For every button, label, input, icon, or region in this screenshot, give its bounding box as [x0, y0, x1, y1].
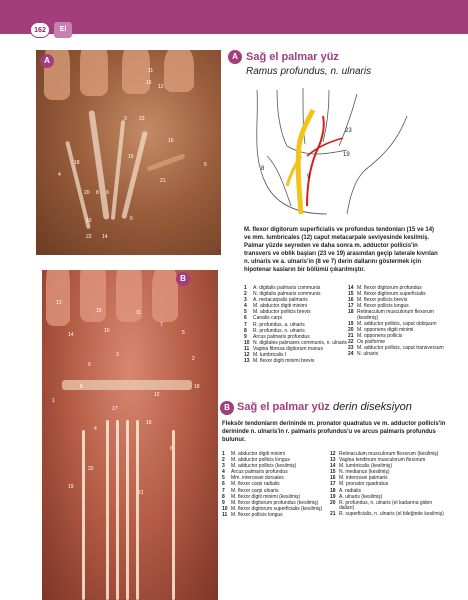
legend-item	[330, 512, 446, 518]
legend-text: M. opponens pollicis	[357, 333, 403, 340]
legend-text: A. radialis	[339, 487, 361, 494]
legend-text: M. opponens digiti minimi	[357, 327, 414, 334]
legend-number: 5	[222, 475, 225, 482]
legend-number: 10	[222, 505, 228, 512]
legend-number: 16	[348, 297, 354, 304]
photo-b-label: 10	[104, 328, 110, 334]
legend-text: Vagina tendinum musculorum flexorum	[339, 457, 426, 464]
photo-b-label: 3	[116, 352, 119, 358]
legend-number: 7	[222, 487, 225, 494]
photo-b-label: 5	[182, 330, 185, 336]
legend-text: M. abductor pollicis brevis	[253, 309, 311, 316]
diagram-label: 23	[345, 128, 352, 134]
legend-text: N. medianus (kesilmiş)	[339, 469, 390, 476]
legend-text: M. flexor carpi ulnaris	[231, 487, 279, 494]
photo-a-label: 9	[106, 190, 109, 196]
legend-text: M. flexor pollicis longus	[357, 303, 409, 310]
legend-text: Os pisiforme	[357, 339, 386, 346]
photo-b-label: 7	[160, 322, 163, 328]
legend-number: 2	[244, 291, 247, 298]
legend-text: M. lumbricalis I	[253, 352, 287, 359]
legend-text: M. flexor digiti minimi brevis	[253, 358, 315, 365]
page-number: 162	[30, 22, 50, 38]
legend-number: 19	[348, 320, 354, 327]
dissection-photo-b	[42, 270, 218, 600]
dissection-photo-a	[36, 50, 221, 255]
legend-number: 18	[330, 487, 336, 494]
legend-text: M. flexor carpi radialis	[231, 481, 280, 488]
legend-text: M. flexor digiti minimi (kesilmiş)	[231, 493, 301, 500]
photo-b-label: 1	[52, 398, 55, 404]
legend-number: 4	[222, 469, 225, 476]
photo-a-label: 5	[204, 162, 207, 168]
diagram-label: 9	[307, 174, 311, 180]
figure-b-title-badge: B	[220, 401, 234, 415]
photo-a-label: 21	[160, 178, 166, 184]
figure-a-legend-col1	[244, 286, 348, 365]
legend-text: Mm. interossei dorsales	[231, 475, 284, 482]
photo-a-label: 20	[84, 190, 90, 196]
legend-number: 3	[222, 463, 225, 470]
legend-number: 6	[222, 481, 225, 488]
legend-text: Canalis carpi	[253, 315, 282, 322]
photo-b-label: 13	[56, 300, 62, 306]
legend-number: 9	[244, 333, 247, 340]
legend-text: M. flexor pollicis brevis	[357, 297, 408, 304]
ulnar-artery-red	[307, 116, 324, 206]
legend-number: 14	[330, 463, 336, 470]
figure-a-badge: A	[40, 54, 54, 68]
legend-text: Vagina fibrosa digitorum manus	[253, 345, 323, 352]
legend-number: 14	[348, 285, 354, 291]
legend-item	[244, 359, 348, 365]
legend-number: 13	[330, 457, 336, 464]
photo-a-label: 4	[58, 172, 61, 178]
photo-a-label: 18	[74, 160, 80, 166]
photo-b-label: 18	[194, 384, 200, 390]
figure-a-title-badge: A	[228, 50, 242, 64]
legend-item	[348, 310, 446, 321]
ulnar-nerve-yellow	[298, 110, 313, 214]
photo-a-label: 23	[139, 116, 145, 122]
photo-b-label: 20	[88, 466, 94, 472]
legend-number: 21	[348, 333, 354, 340]
legend-text: M. abductor pollicis longus	[231, 457, 290, 464]
photo-b-label: 12	[154, 392, 160, 398]
figure-b-description: Fleksör tendonların derininde m. pronator quadratus ve m. adductor pollicis'in derininde n. ulnaris'in r. palmaris profundus'u ve arcus palmaris profundus bulunur.	[222, 421, 446, 443]
legend-text: A. digitalis palmaris communis	[253, 285, 321, 291]
legend-number: 15	[330, 469, 336, 476]
legend-text: R. profundus, n. ulnaris (el kadarına giden dalları)	[339, 499, 433, 512]
legend-number: 20	[348, 327, 354, 334]
legend-text: M. lumbricalis (kesilmiş)	[339, 463, 393, 470]
legend-text: M. adductor pollicis (kesilmiş)	[231, 463, 297, 470]
legend-number: 18	[348, 309, 354, 316]
photo-b-label: 19	[68, 484, 74, 490]
legend-text: M. adductor pollicis, caput obliquum	[357, 320, 437, 327]
figure-b-title	[237, 401, 412, 413]
legend-text: Arcus palmaris profundus	[231, 469, 288, 476]
figure-a-title: Sağ el palmar yüz	[246, 51, 339, 63]
legend-text: M. pronator quadratus	[339, 481, 389, 488]
photo-a-label: 6	[130, 216, 133, 222]
legend-number: 6	[244, 315, 247, 322]
legend-number: 17	[348, 303, 354, 310]
photo-a-label: 22	[86, 234, 92, 240]
figure-a-description: M. flexor digitorum superficialis ve profundus tendonları (15 ve 14) ve mm. lumbricales (12) caput metacarpale seviyesinde kesilmiş. Palmar yüzde seyreden ve daha sonra m. adductor pollicis'in transvers ve oblik başları (23 ve 19) arasından geçip laterale kıvrılan n. ulnaris ve a. ulnaris'in (8 ve 7) derin dallarını göstermek için hipotenar kasların bir bölümü çıkarılmıştır.	[244, 227, 438, 273]
photo-a-label: 8	[96, 190, 99, 196]
figure-a-legend-col2	[348, 286, 446, 359]
legend-number: 12	[244, 352, 250, 359]
legend-number: 1	[222, 451, 225, 457]
legend-number: 22	[348, 339, 354, 346]
figure-b-legend-col1	[222, 452, 326, 519]
legend-number: 21	[330, 511, 336, 518]
legend-number: 8	[222, 493, 225, 500]
photo-b-label: 11	[136, 310, 142, 316]
legend-number: 10	[244, 339, 250, 346]
photo-b-label: 2	[192, 356, 195, 362]
diagram-label: 19	[343, 152, 350, 158]
photo-b-label: 4	[94, 426, 97, 432]
legend-text: M. adductor pollicis, caput transversum	[357, 345, 444, 352]
legend-number: 19	[330, 493, 336, 500]
legend-number: 23	[348, 345, 354, 352]
photo-a-label: 10	[86, 218, 92, 224]
photo-a-label: 15	[146, 80, 152, 86]
figure-b-badge: B	[176, 272, 190, 286]
diagram-label: 8	[261, 166, 265, 172]
legend-number: 9	[222, 499, 225, 506]
figure-b-legend-col2	[330, 452, 446, 518]
legend-number: 13	[244, 358, 250, 365]
photo-a-label: 11	[148, 68, 154, 74]
legend-number: 1	[244, 285, 247, 291]
photo-b-label: 8	[80, 384, 83, 390]
legend-number: 16	[330, 475, 336, 482]
photo-b-label: 21	[138, 490, 144, 496]
legend-text: M. interossei palmaris	[339, 475, 388, 482]
chapter-tab: El	[54, 22, 72, 38]
legend-number: 17	[330, 481, 336, 488]
photo-a-label: 16	[168, 138, 174, 144]
legend-text: M. flexor digitorum superficialis	[357, 291, 426, 298]
legend-number: 20	[330, 499, 336, 506]
hand-outline-diagram	[247, 86, 417, 216]
legend-text: M. flexor digitorum profundus	[357, 285, 422, 291]
legend-text: N. ulnaris	[357, 351, 379, 358]
legend-number: 2	[222, 457, 225, 464]
legend-text: N. digitales palmares communis, n. ulnaris	[253, 339, 347, 346]
legend-number: 11	[244, 345, 250, 352]
legend-text: R. profundus, a. ulnaris	[253, 321, 305, 328]
legend-number: 12	[330, 451, 336, 457]
legend-text: Retinaculum musculorum flexorum (kesilmiş)	[339, 451, 439, 457]
legend-text: M. flexor digitorum superficialis (kesilmiş)	[231, 505, 323, 512]
legend-text: R. superficialis, n. ulnaris (el bileğinde kesilmiş)	[339, 511, 444, 518]
legend-number: 3	[244, 297, 247, 304]
photo-b-label: 17	[112, 406, 118, 412]
legend-number: 5	[244, 309, 247, 316]
legend-text: R. profundus, n. ulnaris	[253, 327, 305, 334]
photo-b-label: 6	[170, 446, 173, 452]
photo-b-label: 16	[146, 420, 152, 426]
hand-outline	[257, 88, 407, 214]
legend-item	[222, 513, 326, 519]
legend-text: N. digitalis palmaris communis	[253, 291, 321, 298]
legend-text: A. metacarpalis palmaris	[253, 297, 308, 304]
legend-text: M. flexor pollicis longus	[231, 511, 283, 518]
legend-text: Retinaculum musculorum flexorum (kesilmiş)	[357, 309, 434, 321]
photo-a-label: 14	[102, 234, 108, 240]
legend-number: 8	[244, 327, 247, 334]
legend-text: Arcus palmaris profundus	[253, 333, 310, 340]
legend-text: M. flexor digitorum profundus (kesilmiş)	[231, 499, 319, 506]
photo-b-label: 15	[96, 308, 102, 314]
legend-text: M. abductor digiti minimi	[231, 451, 285, 457]
photo-a-label: 12	[158, 84, 164, 90]
photo-b-label: 14	[68, 332, 74, 338]
figure-b-title-tail: derin diseksiyon	[333, 401, 412, 413]
legend-item	[348, 352, 446, 358]
legend-item	[330, 501, 446, 512]
legend-number: 24	[348, 351, 354, 358]
legend-text: M. abductor digiti minimi	[253, 303, 307, 310]
photo-b-label: 9	[88, 362, 91, 368]
legend-number: 4	[244, 303, 247, 310]
figure-a-subtitle: Ramus profundus, n. ulnaris	[246, 66, 372, 77]
legend-number: 7	[244, 321, 247, 328]
legend-number: 11	[222, 511, 228, 518]
photo-a-label: 3	[124, 116, 127, 122]
legend-text: A. ulnaris (kesilmiş)	[339, 493, 383, 500]
figure-b-title-main: Sağ el palmar yüz	[237, 401, 330, 413]
photo-a-label: 19	[128, 154, 134, 160]
legend-number: 15	[348, 291, 354, 298]
